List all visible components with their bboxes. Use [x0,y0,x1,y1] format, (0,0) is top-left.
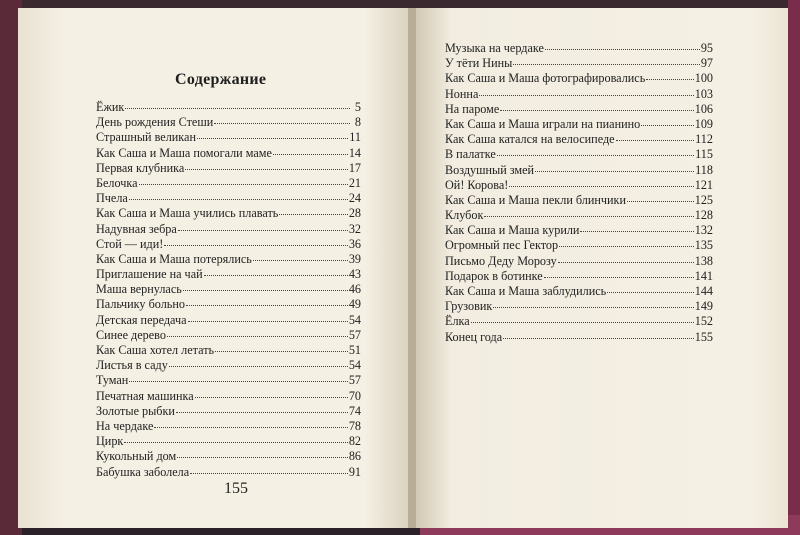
toc-entry-page: 54 [348,312,361,327]
toc-entry-title: У тёти Нины [445,56,513,71]
dot-leader [188,320,348,322]
dot-leader [177,456,348,458]
toc-entry-page: 8 [354,115,361,130]
toc-entry [445,147,713,162]
toc-entry [96,161,361,176]
dot-leader [484,215,693,217]
dot-leader [535,170,694,172]
toc-entry-page: 5 [354,100,361,114]
toc-entry-page: 128 [694,208,713,223]
page-number: 155 [224,480,248,497]
dot-leader [124,441,347,443]
toc-entry-page: 57 [348,373,361,388]
dot-leader [214,122,350,124]
toc-entry-title: Золотые рыбки [96,403,175,418]
toc-entry [96,130,361,145]
toc-entry [445,193,713,208]
toc-entry-title: В палатке [445,147,496,162]
toc-entry-page: 21 [348,175,361,190]
toc-entry [96,449,361,464]
toc-entry-title: Как Саша и Маша потерялись [96,251,252,266]
dot-leader [500,109,693,111]
toc-entry-page: 103 [694,86,713,101]
toc-entry [96,146,361,161]
toc-entry-title: Ой! Корова! [445,177,509,192]
toc-entry-title: Как Саша и Маша курили [445,223,580,238]
toc-entry-page: 74 [348,403,361,418]
toc-entry-title: Бабушка заболела [96,464,190,479]
toc-entry [445,208,713,223]
toc-entry-title: Огромный пес Гектор [445,238,559,253]
dot-leader [183,289,348,291]
toc-entry [445,223,713,238]
toc-entry-page: 51 [348,343,361,357]
dot-leader [125,107,350,109]
dot-leader [616,139,695,141]
toc-entry [96,465,361,480]
toc-entry-title: Подарок в ботинке [445,268,543,283]
dot-leader [503,337,694,339]
dot-leader [139,183,348,185]
toc-entry [445,71,713,86]
toc-entry-page: 91 [348,464,361,479]
toc-entry-title: Маша вернулась [96,282,182,297]
toc-entry-page: 39 [348,251,361,266]
toc-entry-page: 118 [695,162,713,177]
toc-entry [445,238,713,253]
toc-entry-page: 49 [348,297,361,312]
toc-entry-title: Как Саша и Маша играли на пианино [445,116,641,131]
book-gutter [408,8,416,528]
toc-entry-page: 14 [348,145,361,160]
toc-entry-title: Надувная зебра [96,221,177,236]
toc-entry-title: Страшный великан [96,130,196,145]
toc-entry [96,237,361,252]
book-cover-right [788,0,800,535]
toc-entry-title: Стой — иди! [96,236,164,251]
toc-entry-title: Детская передача [96,312,187,327]
dot-leader [186,304,348,306]
dot-leader [497,154,694,156]
toc-entry-title: Пчела [96,191,128,206]
dot-leader [513,63,699,65]
dot-leader [215,350,348,352]
dot-leader [627,200,694,202]
dot-leader [479,94,693,96]
toc-entry [445,87,713,102]
toc-left-list [96,100,361,480]
dot-leader [164,244,347,246]
toc-entry [96,176,361,191]
toc-entry [445,132,713,147]
toc-entry [445,330,713,345]
toc-entry-page: 43 [348,267,361,282]
toc-entry [96,328,361,343]
toc-entry [445,314,713,329]
toc-entry [445,41,713,56]
toc-entry-title: Ёжик [96,100,125,114]
dot-leader [493,306,693,308]
toc-entry-page: 24 [348,191,361,206]
toc-entry [96,267,361,282]
toc-entry-page: 57 [348,327,361,342]
toc-entry-title: Клубок [445,208,484,223]
toc-entry-title: Синее дерево [96,327,166,342]
toc-entry [445,56,713,71]
toc-entry-page: 109 [694,116,713,131]
toc-entry-page: 54 [348,358,361,373]
toc-entry-page: 36 [348,236,361,251]
toc-entry [96,115,361,130]
toc-entry-page: 112 [695,132,713,147]
toc-entry-page: 46 [348,282,361,297]
toc-entry [96,358,361,373]
toc-entry-title: Кукольный дом [96,449,177,464]
toc-entry-title: Письмо Деду Морозу [445,253,557,268]
toc-entry-page: 100 [694,71,713,86]
dot-leader [279,213,347,215]
toc-entry-title: Как Саша и Маша учились плавать [96,206,279,221]
toc-entry [96,343,361,358]
toc-entry-page: 97 [700,56,713,71]
toc-entry-page: 155 [694,329,713,344]
toc-entry-title: Печатная машинка [96,388,194,403]
toc-entry [445,269,713,284]
dot-leader [509,185,693,187]
dot-leader [253,259,348,261]
toc-entry-page: 149 [694,299,713,314]
toc-entry [96,434,361,449]
toc-entry-title: Цирк [96,434,124,449]
toc-entry [445,284,713,299]
toc-entry-page: 17 [348,160,361,175]
toc-entry-title: Как Саша и Маша пекли блинчики [445,192,627,207]
dot-leader [169,365,348,367]
toc-entry [96,313,361,328]
dot-leader [204,274,348,276]
toc-entry-title: Белочка [96,175,138,190]
dot-leader [176,411,348,413]
dot-leader [544,276,694,278]
toc-entry-page: 135 [694,238,713,253]
toc-entry [96,282,361,297]
toc-entry-title: Воздушный змей [445,162,535,177]
toc-entry [445,117,713,132]
toc-entry [96,206,361,221]
toc-entry [96,191,361,206]
toc-entry-page: 32 [348,221,361,236]
toc-entry-page: 86 [348,449,361,464]
toc-right-list [445,41,713,345]
dot-leader [129,380,347,382]
toc-entry-page: 152 [694,314,713,329]
dot-leader [646,78,693,80]
dot-leader [559,245,694,247]
toc-entry-page: 11 [349,130,361,145]
toc-entry [96,389,361,404]
toc-entry-title: Ёлка [445,314,470,329]
toc-entry [96,100,361,115]
toc-entry-title: Туман [96,373,129,388]
toc-entry [445,178,713,193]
dot-leader [607,291,694,293]
toc-entry-title: На пароме [445,101,500,116]
toc-entry-title: Музыка на чердаке [445,41,544,55]
dot-leader [195,396,348,398]
toc-entry-page: 121 [694,177,713,192]
toc-entry-page: 70 [348,388,361,403]
toc-entry-page: 106 [694,101,713,116]
dot-leader [471,321,694,323]
dot-leader [154,426,347,428]
toc-entry-title: Как Саша хотел летать [96,343,215,357]
toc-entry-title: Приглашение на чай [96,267,203,282]
toc-entry-title: Как Саша и Маша помогали маме [96,145,272,160]
toc-entry-page: 138 [694,253,713,268]
toc-entry [445,163,713,178]
toc-entry [96,297,361,312]
dot-leader [641,124,693,126]
toc-entry-title: Листья в саду [96,358,168,373]
dot-leader [558,261,694,263]
toc-entry-title: День рождения Стеши [96,115,214,130]
toc-entry [96,373,361,388]
dot-leader [129,198,348,200]
toc-entry-title: Конец года [445,329,503,344]
toc-entry-title: На чердаке [96,418,154,433]
toc-entry [96,222,361,237]
toc-entry [445,102,713,117]
toc-entry-title: Как Саша и Маша заблудились [445,284,607,298]
toc-entry-page: 115 [695,147,713,162]
toc-entry-title: Нонна [445,86,479,101]
toc-entry-page: 78 [348,418,361,433]
toc-entry-page: 144 [694,284,713,298]
dot-leader [580,230,693,232]
toc-entry-title: Пальчику больно [96,297,185,312]
dot-leader [167,335,348,337]
toc-entry-title: Как Саша катался на велосипеде [445,132,615,147]
toc-entry [445,299,713,314]
dot-leader [545,48,700,50]
dot-leader [197,137,348,139]
toc-entry-page: 82 [348,434,361,449]
dot-leader [178,229,348,231]
dot-leader [273,153,348,155]
toc-entry-page: 141 [694,268,713,283]
toc-entry-title: Как Саша и Маша фотографировались [445,71,646,86]
toc-entry-page: 28 [348,206,361,221]
toc-entry [445,254,713,269]
contents-title: Содержание [175,71,267,88]
toc-entry [96,252,361,267]
toc-entry-page: 95 [700,41,713,55]
dot-leader [185,168,348,170]
toc-entry-title: Первая клубника [96,160,185,175]
dot-leader [190,472,348,474]
toc-entry-page: 125 [694,192,713,207]
toc-entry-title: Грузовик [445,299,493,314]
toc-entry [96,404,361,419]
toc-entry [96,419,361,434]
toc-entry-page: 132 [694,223,713,238]
